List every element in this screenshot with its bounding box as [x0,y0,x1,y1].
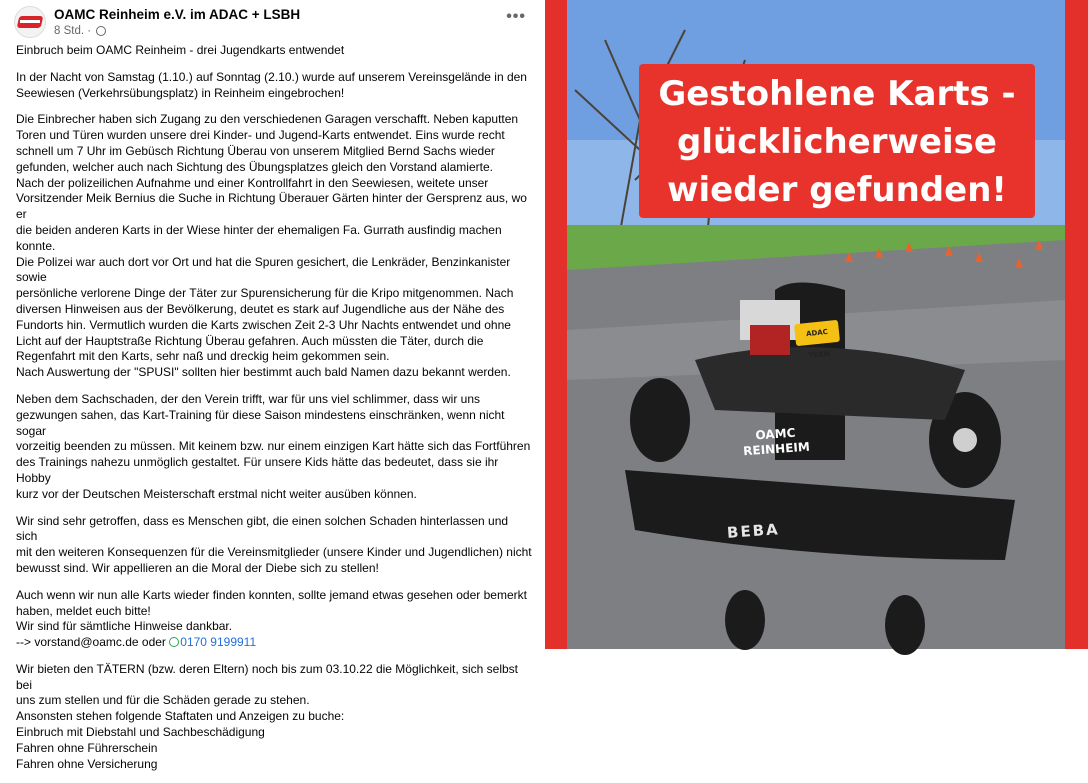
page-avatar[interactable] [14,6,46,38]
text-line: Die Polizei war auch dort vor Ort und hat die Spuren gesichert, die Lenkräder, Benzinkanister sowie [16,254,511,285]
logo-band [20,20,40,23]
kart-club-label [730,424,822,460]
engine-red [750,325,790,355]
text-line: vorzeitig beenden zu müssen. Mit keinem bzw. nur einem einzigen Kart hätte sich das Fortführen [16,439,531,454]
headline-line: wieder gefunden! [667,170,1007,210]
headline-text [639,70,1035,214]
text-line: Neben dem Sachschaden, der den Verein trifft, war für uns viel schlimmer, dass wir uns [16,391,480,406]
whatsapp-icon [169,637,179,647]
text-line: Wir sind für sämtliche Hinweise dankbar. [16,619,233,634]
paragraph-3 [16,392,532,503]
text-line: Fahren ohne Versicherung [16,756,158,771]
text-line: Auch wenn wir nun alle Karts wieder finden konnten, sollte jemand etwas gesehen oder bemerkt [16,587,527,602]
text-line: Wir bieten den TÄTERN (bzw. deren Eltern) noch bis zum 03.10.22 die Möglichkeit, sich selbst bei [16,661,519,692]
contact-line [16,635,532,651]
frame-right [1065,0,1088,649]
text-line: bewusst sind. Wir appellieren an die Moral der Diebe sich zu stellen! [16,560,379,575]
paragraph-6 [16,662,532,773]
post-text [16,43,532,783]
text-line: schnell um 7 Uhr im Gebüsch Richtung Überau von unserem Mitglied Bernd Sachs wieder [16,143,495,158]
text-line: des Trainings nahezu unmöglich gestaltet. Für unsere Kids hätte das bedeutet, dass sie ihr Hobby [16,455,499,485]
text-line: Die Einbrecher haben sich Zugang zu den verschiedenen Garagen verschafft. Neben kaputten [16,112,519,127]
paragraph-5 [16,588,532,651]
text-line: Nach Auswertung der "SPUSI" sollten hier bestimmt auch bald Namen dazu bekannt werden. [16,365,511,380]
post-meta [54,25,106,37]
text-line: diversen Hinweisen aus der Bevölkerung, deutet es stark auf Jugendliche aus der Nähe des [16,301,505,316]
title-line: Einbruch beim OAMC Reinheim - drei Jugendkarts entwendet [16,43,345,57]
post-photo[interactable] [545,0,1088,649]
post-title [16,43,532,59]
text-line: die beiden anderen Karts in der Wiese hinter der ehemaligen Fa. Gurrath ausfindig machen konnte. [16,222,502,253]
text-line: Ansonsten stehen folgende Staftaten und Anzeigen zu buche: [16,709,345,724]
kart-label-line: REINHEIM [742,439,811,459]
wheel-hub [953,428,977,452]
phone-link[interactable]: 0170 9199911 [180,635,257,650]
frame-left [545,0,567,649]
more-options-button[interactable]: ••• [506,8,526,25]
contact-email: --> vorstand@oamc.de oder [16,635,166,650]
text-line: Fahren ohne Führerschein [16,740,158,755]
text-line: mit den weiteren Konsequenzen für die Vereinsmitglieder (unsere Kinder und Jugendlichen) nicht [16,545,532,560]
headline-line: Gestohlene Karts - [658,74,1016,114]
text-line: kurz vor der Deutschen Meisterschaft erstmal nicht weiter ausüben können. [16,486,417,501]
text-line: Licht auf der Hauptstraße Richtung Überau gefahren. Auch müssten die Täter, durch die [16,333,484,348]
adac-sticker: ADAC TEAM [794,320,840,346]
text-line: Nach der polizeilichen Aufnahme und einer Kontrollfahrt in den Seewiesen, weitete unser [16,175,489,190]
text-line: Vorsitzender Meik Bernius die Suche in Richtung Überauer Gärten hinter der Gersprenz aus, wo er [16,191,527,222]
kart-brand-logo: BEBA [726,520,781,542]
paragraph-5-lines [16,588,532,635]
text-line: Fundorts hin. Vermutlich wurden die Karts zwischen Zeit 2-3 Uhr Nachts entwendet und ohne [16,317,511,332]
post-card [0,0,545,771]
text-line: Toren und Türen wurden unsere drei Kinder- und Jugend-Karts entwendet. Eins wurde recht [16,128,505,143]
paragraph-1 [16,70,532,102]
text-line: gezwungen sahen, das Kart-Training für diese Saison mindestens einschränken, wenn nicht sogar [16,407,505,438]
post-timestamp[interactable]: 8 Std. · [54,25,92,37]
text-line: Seewiesen (Verkehrsübungsplatz) in Reinheim eingebrochen! [16,85,345,100]
page-name-link[interactable]: OAMC Reinheim e.V. im ADAC + LSBH [54,7,301,22]
headline-line: glücklicherweise [677,122,997,162]
paragraph-4 [16,514,532,577]
text-line: In der Nacht von Samstag (1.10.) auf Sonntag (2.10.) wurde auf unserem Vereinsgelände in den [16,69,527,84]
kart-label-line: OAMC [755,425,796,443]
text-line: persönliche verlorene Dinge der Täter zur Spurensicherung für die Kripo mitgenommen. Nach [16,286,514,301]
text-line: Regenfahrt mit den Karts, sehr naß und dreckig heim gekommen sein. [16,349,390,364]
text-line: uns zum stellen und für die Schäden gerade zu stehen. [16,693,310,708]
text-line: Wir sind sehr getroffen, dass es Menschen gibt, die einen solchen Schaden hinterlassen und sich [16,513,509,544]
text-line: haben, meldet euch bitte! [16,603,151,618]
text-line: gefunden, welcher auch nach Sichtung des Übungsplatzes gleich den Vorstand alamierte. [16,159,493,174]
post-header [14,6,534,38]
paragraph-2 [16,112,532,381]
globe-icon [96,26,106,36]
text-line: Einbruch mit Diebstahl und Sachbeschädigung [16,725,265,740]
